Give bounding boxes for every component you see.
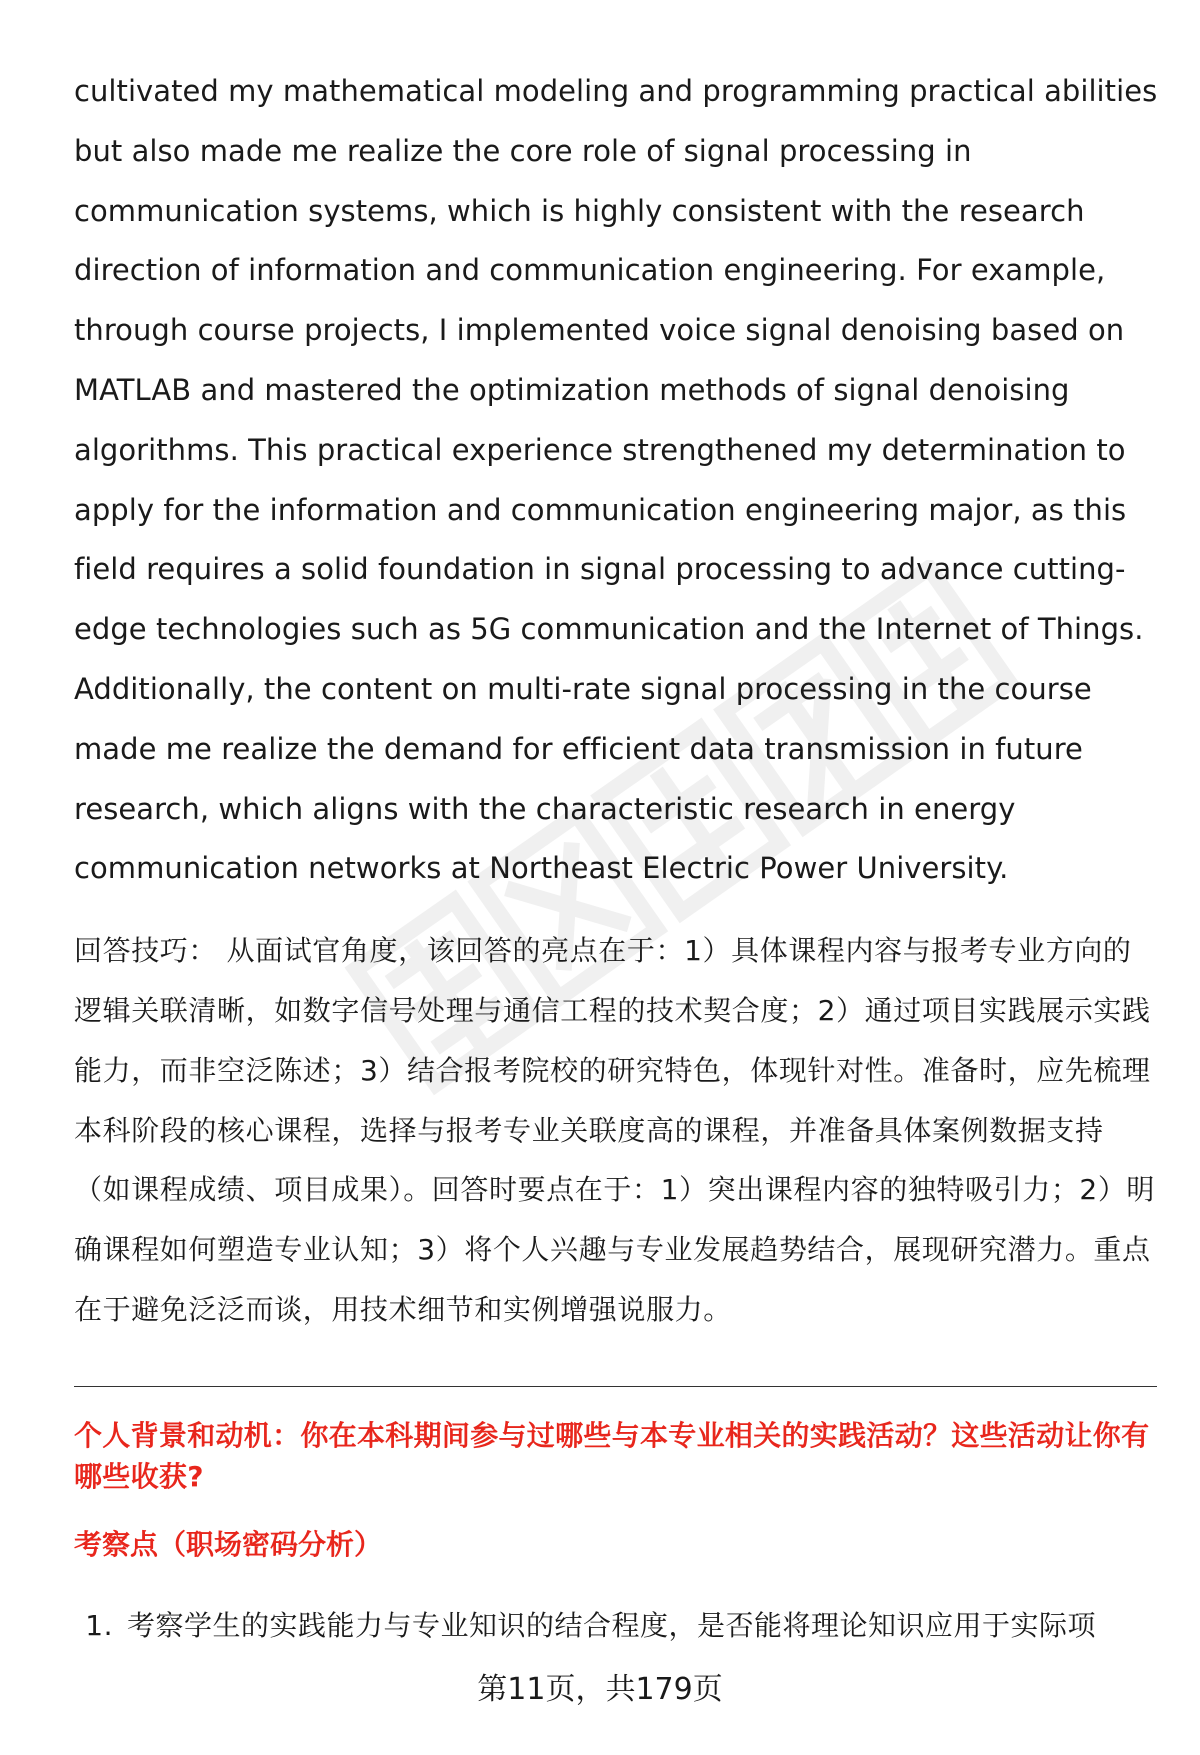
list-item-number: 1. [85,1608,113,1642]
page-number: 第11页，共179页 [477,1672,723,1707]
page-content [74,62,1159,1646]
assessment-points-heading: 考察点（职场密码分析） [74,1527,383,1561]
question-heading: 个人背景和动机：你在本科期间参与过哪些与本专业相关的实践活动？这些活动让你有哪些收获? [74,1418,1150,1493]
answer-tips-paragraph: 回答技巧： 从面试官角度，该回答的亮点在于：1）具体课程内容与报考专业方向的逻辑关联清晰，如数字信号处理与通信工程的技术契合度；2）通过项目实践展示实践能力，而非空泛陈述；3）结合报考院校的研究特色，体现针对性。准备时，应先梳理本科阶段的核心课程，选择与报考专业关联度高的课程，并准备具体案例数据支持（如课程成绩、项目成果）。回答时要点在于：1）突出课程内容的独特吸引力；2）明确课程如何塑造专业认知；3）将个人兴趣与专业发展趋势结合，展现研究潜力。重点在于避免泛泛而谈，用技术细节和实例增强说服力。 [74,934,1156,1326]
list-item-text: 考察学生的实践能力与专业知识的结合程度，是否能将理论知识应用于实际项 [127,1608,1097,1642]
list-item [74,1605,1159,1646]
answer-paragraph: cultivated my mathematical modeling and programming practical abilities but also made me realize the core role of signal processing in communication systems, which is highly consistent with the research direction of information and communication engineering. For example, through course projects, I implemented voice signal denoising based on MATLAB and mastered the optimization methods of signal denoising algorithms. This practical experience strengthened my determination to apply for the information and communication engineering major, as this field requires a solid foundation in signal processing to advance cutting-edge technologies such as 5G communication and the Internet of Things. Additionally, the content on multi-rate signal processing in the course made me realize the demand for efficient data transmission in future research, which aligns with the characteristic research in energy communication networks at Northeast Electric Power University. [74,74,1158,886]
assessment-points-list [74,1605,1159,1646]
section-divider [74,1386,1157,1387]
